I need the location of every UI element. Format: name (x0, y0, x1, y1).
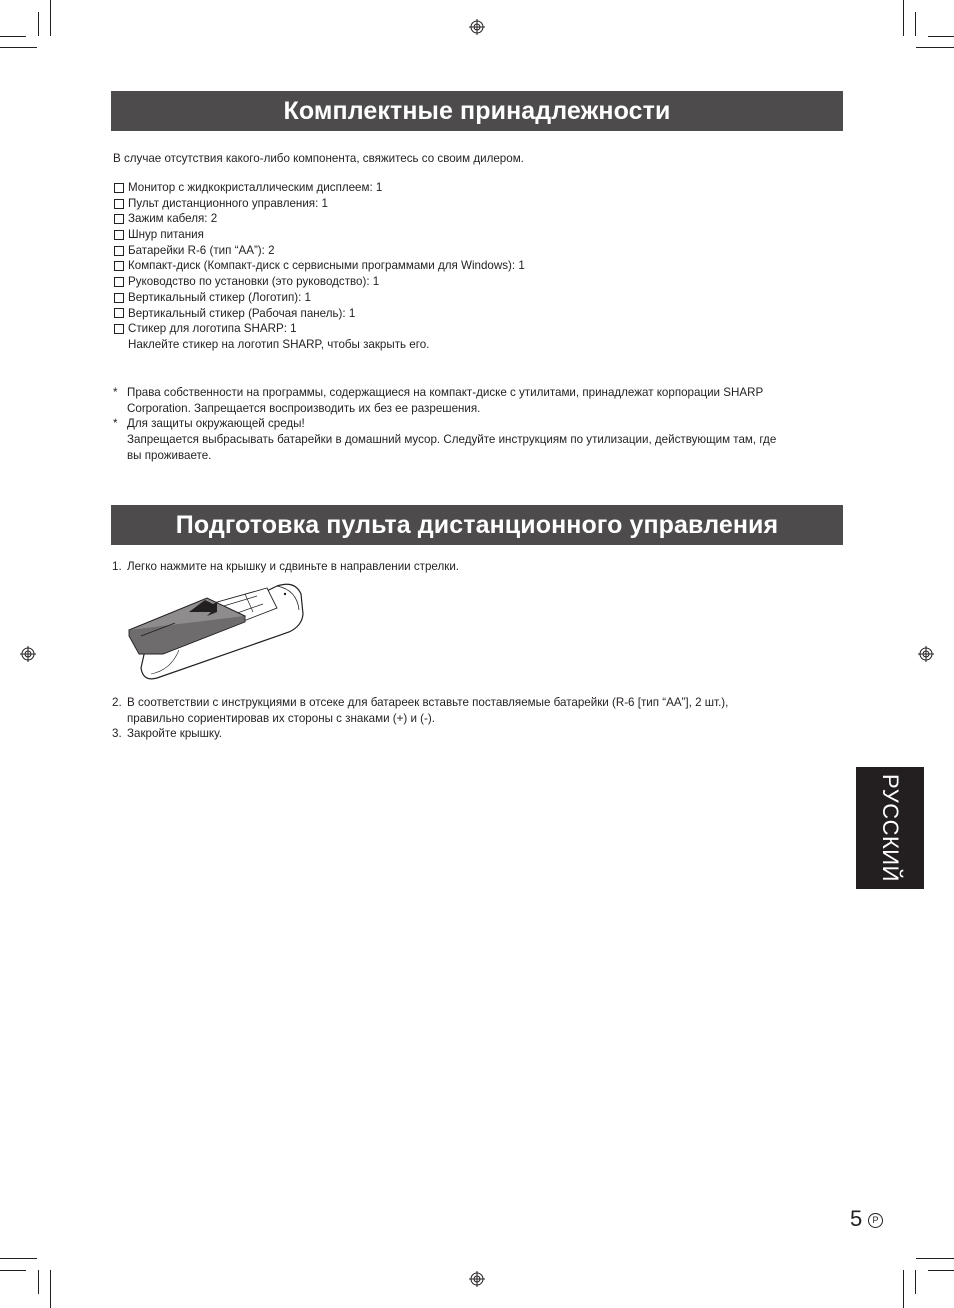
crop-mark-icon (0, 1258, 37, 1259)
crop-mark-icon (0, 1270, 26, 1271)
section-title-accessories: Комплектные принадлежности (111, 91, 843, 131)
list-item: Шнур питания (114, 227, 525, 243)
list-item: Вертикальный стикер (Логотип): 1 (114, 290, 525, 306)
step-2 (112, 695, 728, 726)
registration-mark-icon (469, 19, 485, 35)
list-item: Пульт дистанционного управления: 1 (114, 196, 525, 212)
remote-control-illustration (127, 578, 305, 680)
step-text: правильно сориентировав их стороны с знаками (+) и (-). (127, 711, 435, 725)
crop-mark-icon (38, 12, 39, 36)
crop-mark-icon (928, 1270, 954, 1271)
footnote (113, 385, 776, 416)
footnote-line: Corporation. Запрещается воспроизводить их без ее разрешения. (127, 401, 481, 415)
checkbox-icon (114, 261, 124, 271)
list-item: Монитор с жидкокристаллическим дисплеем: 1 (114, 180, 525, 196)
crop-mark-icon (903, 0, 904, 36)
registration-mark-icon (20, 646, 36, 662)
step-3 (112, 726, 222, 742)
footnote-marker: * (113, 386, 118, 399)
checkbox-icon (114, 277, 124, 287)
language-tab (856, 767, 924, 889)
checkbox-icon (114, 214, 124, 224)
crop-mark-icon (0, 36, 26, 37)
list-item: Руководство по установки (это руководство): 1 (114, 274, 525, 290)
footnote-line: Для защиты окружающей среды! (127, 417, 305, 431)
footnote-marker: * (113, 417, 118, 431)
list-item: Компакт-диск (Компакт-диск с сервисными программами для Windows): 1 (114, 258, 525, 274)
footnote-line: вы проживаете. (127, 448, 212, 462)
language-label: РУССКИЙ (878, 774, 903, 882)
checkbox-icon (114, 183, 124, 193)
checkbox-icon (114, 324, 124, 334)
registration-mark-icon (918, 646, 934, 662)
list-item: Батарейки R-6 (тип “AA”): 2 (114, 243, 525, 259)
language-mark-icon: P (868, 1213, 883, 1228)
footnote-line: Права собственности на программы, содержащиеся на компакт-диске с утилитами, принадлежат корпорации SHARP (127, 386, 764, 399)
crop-mark-icon (916, 1258, 954, 1259)
crop-mark-icon (916, 47, 954, 48)
step-1 (112, 559, 459, 575)
crop-mark-icon (50, 1270, 51, 1308)
step-number: 2. (112, 696, 122, 709)
crop-mark-icon (50, 0, 51, 36)
page-number: 5 (850, 1206, 863, 1231)
crop-mark-icon (903, 1270, 904, 1308)
step-text: В соответствии с инструкциями в отсеке для батареек вставьте поставляемые батарейки (R-6 [тип “AA”], 2 шт.), (127, 696, 729, 709)
intro-text: В случае отсутствия какого-либо компонента, свяжитесь со своим дилером. (113, 152, 524, 165)
list-item: Стикер для логотипа SHARP: 1 (114, 321, 525, 337)
accessories-checklist (114, 180, 525, 353)
crop-mark-icon (915, 12, 916, 36)
footnotes (113, 385, 776, 464)
step-number: 1. (112, 560, 122, 573)
crop-mark-icon (0, 47, 37, 48)
checkbox-icon (114, 246, 124, 256)
footnote-line: Запрещается выбрасывать батарейки в домашний мусор. Следуйте инструкциям по утилизации, действующим там, где (127, 433, 777, 447)
list-item: Зажим кабеля: 2 (114, 211, 525, 227)
step-text: Закройте крышку. (127, 727, 222, 740)
step-number: 3. (112, 727, 122, 740)
list-item-note: Наклейте стикер на логотип SHARP, чтобы закрыть его. (128, 337, 430, 351)
section-title-remote-prep: Подготовка пульта дистанционного управления (111, 505, 843, 545)
footnote (113, 416, 776, 463)
checkbox-icon (114, 293, 124, 303)
crop-mark-icon (915, 1270, 916, 1294)
crop-mark-icon (38, 1270, 39, 1294)
step-text: Легко нажмите на крышку и сдвиньте в направлении стрелки. (127, 560, 460, 573)
checkbox-icon (114, 308, 124, 318)
crop-mark-icon (928, 36, 954, 37)
registration-mark-icon (469, 1271, 485, 1287)
checkbox-icon (114, 230, 124, 240)
list-item: Вертикальный стикер (Рабочая панель): 1 (114, 306, 525, 322)
checkbox-icon (114, 199, 124, 209)
